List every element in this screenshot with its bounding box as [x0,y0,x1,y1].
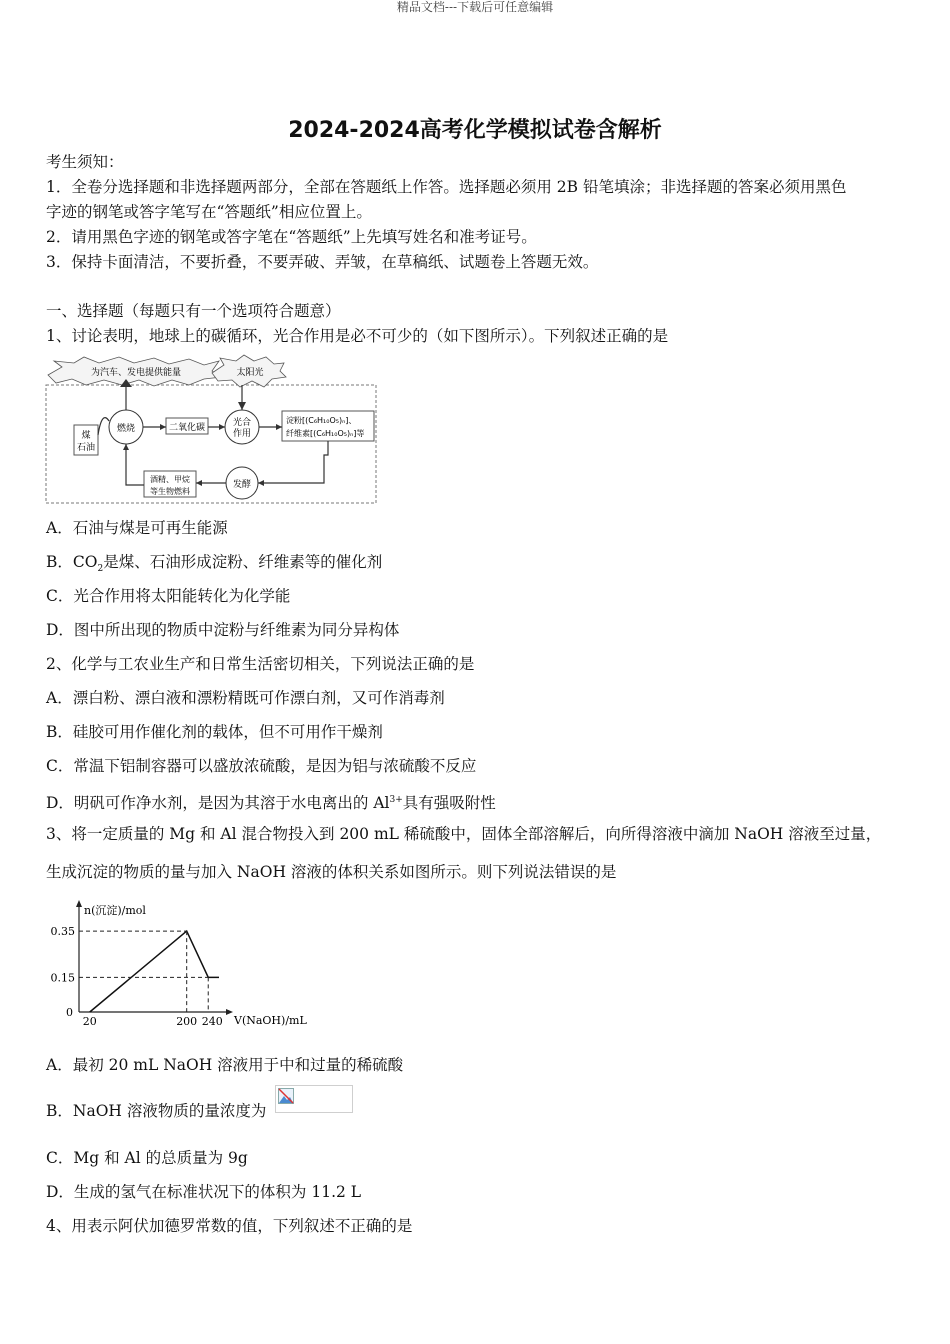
q3-option-b: B．NaOH 溶液物质的量浓度为 [46,1102,267,1120]
cloud-right-label: 太阳光 [236,368,264,378]
y-tick-0.35: 0.35 [50,925,75,939]
co2-label: 二氧化碳 [168,423,206,433]
oil-label: 石油 [76,443,96,453]
precipitate-chart [44,898,307,1030]
q3-option-a: A．最初 20 mL NaOH 溶液用于中和过量的稀硫酸 [46,1056,404,1074]
notice-heading: 考生须知： [46,153,124,171]
q3-option-c: C．Mg 和 Al 的总质量为 9g [46,1149,248,1167]
starch-label-1: 淀粉[(C₆H₁₀O₅)ₙ]、 [286,416,357,425]
q2-option-a: A．漂白粉、漂白液和漂粉精既可作漂白剂，又可作消毒剂 [46,689,445,707]
ferment-label: 发酵 [232,480,252,490]
q2-option-d: D．明矾可作净水剂，是因为其溶于水电离出的 $Al^{3+}$具有强吸附性 [46,794,496,813]
photo-label-1: 光合 [232,418,252,428]
broken-image-icon [278,1088,294,1104]
y-axis-arrow [76,900,82,907]
page-watermark-header: 精品文档---下载后可任意编辑 [396,0,554,14]
x-axis-arrow [226,1009,233,1015]
section-heading: 一、选择题（每题只有一个选项符合题意） [46,302,341,320]
q3-option-d: D．生成的氢气在标准状况下的体积为 11.2 L [46,1183,362,1201]
q1-option-d: D．图中所出现的物质中淀粉与纤维素为同分异构体 [46,621,400,639]
q1-option-a: A．石油与煤是可再生能源 [46,519,228,537]
notice-line-2: 2．请用黑色字迹的钢笔或答字笔在“答题纸”上先填写姓名和准考证号。 [46,228,537,246]
q2-option-c: C．常温下铝制容器可以盛放浓硫酸，是因为铝与浓硫酸不反应 [46,757,477,775]
origin-label: 0 [66,1006,73,1019]
question-3-stem-2: 生成沉淀的物质的量与加入 NaOH 溶液的体积关系如图所示。则下列说法错误的是 [46,863,617,881]
x-tick-240: 240 [201,1015,223,1028]
notice-line-1b: 字迹的钢笔或答字笔写在“答题纸”相应位置上。 [46,203,372,221]
q1-option-c: C．光合作用将太阳能转化为化学能 [46,587,291,605]
q2-option-b: B．硅胶可用作催化剂的载体，但不可用作干燥剂 [46,723,383,741]
x-tick-200: 200 [176,1015,198,1028]
notice-line-1a: 1．全卷分选择题和非选择题两部分，全部在答题纸上作答。选择题必须用 2B 铅笔填涂；非选择题的答案必须用黑色 [46,178,847,196]
broken-formula-image [275,1085,353,1113]
coal-label: 煤 [81,431,91,441]
carbon-cycle-diagram [44,355,378,505]
document-title: 2024-2024高考化学模拟试卷含解析 [288,118,662,143]
burn-label: 燃烧 [116,424,136,434]
notice-line-3: 3．保持卡面清洁，不要折叠，不要弄破、弄皱，在草稿纸、试题卷上答题无效。 [46,253,599,271]
cloud-left-label: 为汽车、发电提供能量 [90,368,182,378]
question-4-stem: 4、用表示阿伏加德罗常数的值，下列叙述不正确的是 [46,1217,413,1235]
question-3-stem-1: 3、将一定质量的 Mg 和 Al 混合物投入到 200 mL 稀硫酸中，固体全部溶解后，向所得溶液中滴加 NaOH 溶液至过量， [46,825,882,843]
q1-option-b: B．$CO_2$是煤、石油形成淀粉、纤维素等的催化剂 [46,553,383,575]
question-1-stem: 1、讨论表明，地球上的碳循环，光合作用是必不可少的（如下图所示）。下列叙述正确的是 [46,327,669,345]
photo-label-2: 作用 [232,429,252,439]
x-axis-label: V(NaOH)/mL [234,1014,307,1027]
x-tick-20: 20 [82,1015,97,1028]
fuel-label-2: 等生物燃料 [150,487,190,496]
starch-label-2: 纤维素[(C₆H₁₀O₅)ₙ]等 [286,429,365,438]
y-tick-0.15: 0.15 [50,971,75,985]
question-2-stem: 2、化学与工农业生产和日常生活密切相关，下列说法正确的是 [46,655,475,673]
y-axis-label: n(沉淀)/mol [84,904,146,917]
series-line [90,931,219,1012]
fuel-label-1: 酒精、甲烷 [150,475,190,484]
